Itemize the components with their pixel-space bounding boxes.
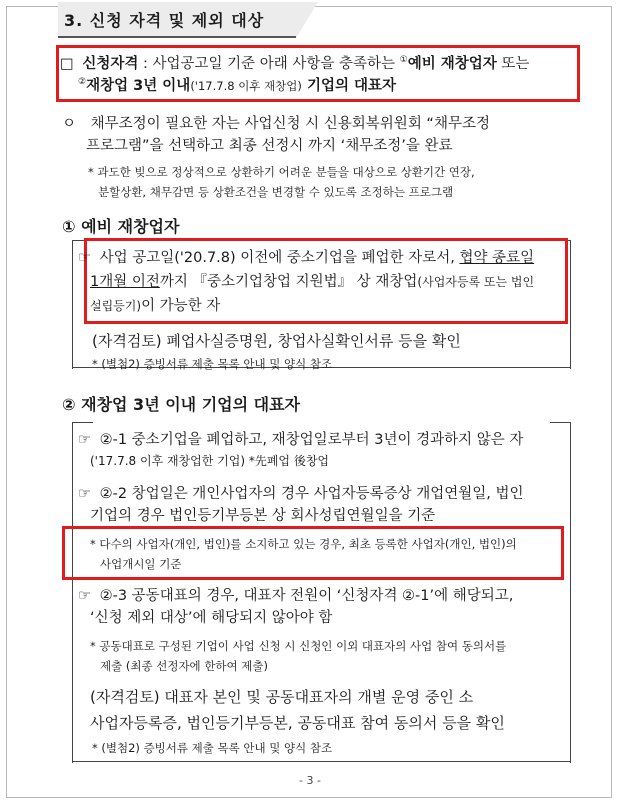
p3-note-1: * 공동대표로 구성된 기업이 사업 신청 시 신청인 이외 대표자의 사업 참여 동의서를 bbox=[90, 639, 507, 653]
mark-1: ① bbox=[399, 55, 408, 66]
p2-note-1: * 다수의 사업자(개인, 법인)를 소지하고 있는 경우, 최초 등록한 사업자(개인, 법인)의 bbox=[90, 537, 517, 551]
pointer-icon: ☞ bbox=[78, 486, 91, 502]
page-number: - 3 - bbox=[299, 774, 321, 787]
subheading-pre-restart: ① 예비 재창업자 bbox=[62, 217, 180, 236]
debt-bullet: ㅇ bbox=[62, 116, 77, 132]
p1-text-1: ②-1 중소기업을 폐업하고, 재창업일로부터 3년이 경과하지 않은 자 bbox=[99, 432, 524, 448]
pre-restart-text-1: 사업 공고일('20.7.8) 이전에 중소기업을 폐업한 자로서, bbox=[99, 250, 460, 266]
eligibility-restart-3yr: 재창업 3년 이내 bbox=[86, 78, 191, 94]
pointer-icon: ☞ bbox=[78, 588, 91, 604]
pre-restart-line-3 bbox=[90, 294, 220, 315]
eligibility-line-1 bbox=[60, 52, 529, 73]
eligibility-representative: 기업의 대표자 bbox=[301, 78, 397, 94]
subheading-restart-3yr: ② 재창업 3년 이내 기업의 대표자 bbox=[62, 395, 301, 414]
pre-restart-line-1 bbox=[78, 246, 534, 267]
pre-restart-deadline-b: 1개월 이전 bbox=[90, 274, 160, 290]
restart-check-2: 사업자등록증, 법인등기부등본, 공동대표 참여 동의서 등을 확인 bbox=[90, 714, 505, 732]
p3-line-2: ‘신청 제외 대상’에 해당되지 않아야 함 bbox=[90, 610, 333, 626]
p2-text-1: ②-2 창업일은 개인사업자의 경우 사업자등록증상 개업연월일, 법인 bbox=[99, 486, 524, 502]
p2-line-2: 기업의 경우 법인등기부등본 상 회사성립연월일을 기준 bbox=[90, 508, 436, 524]
debt-text-1: 채무조정이 필요한 자는 사업신청 시 신용회복위원회 “채무조정 bbox=[90, 116, 490, 132]
p2-line-1 bbox=[78, 482, 524, 503]
pre-restart-text-3: 이 가능한 자 bbox=[141, 298, 221, 314]
p3-text-1: ②-3 공동대표의 경우, 대표자 전원이 ‘신청자격 ②-1’에 해당되고, bbox=[99, 588, 514, 604]
frame-bottom-2 bbox=[72, 761, 570, 762]
pre-restart-line-2 bbox=[90, 270, 534, 291]
eligibility-text-a: : 사업공고일 기준 아래 사항을 충족하는 bbox=[138, 56, 400, 72]
pre-restart-text-2: 까지 『중소기업창업 지원법』 상 재창업 bbox=[159, 274, 418, 290]
debt-note-1: * 과도한 빚으로 정상적으로 상환하기 어려운 분들을 대상으로 상환기간 연장, bbox=[88, 165, 475, 179]
debt-line-2: 프로그램”을 선택하고 최종 선정시 까지 ‘채무조정’을 완료 bbox=[86, 138, 453, 154]
pre-restart-paren: (사업자등록 또는 법인 bbox=[417, 275, 535, 289]
debt-line-1 bbox=[62, 112, 490, 133]
p1-line-2: ('17.7.8 이후 재창업한 기업) *先폐업 後창업 bbox=[90, 454, 330, 468]
eligibility-restart-date: ('17.7.8 이후 재창업) bbox=[190, 79, 302, 93]
restart-note: * (별첨2) 증빙서류 제출 목록 안내 및 양식 참조 bbox=[92, 741, 333, 755]
pre-restart-deadline-a: 협약 종료일 bbox=[459, 250, 535, 266]
pre-restart-note: * (별첨2) 증빙서류 제출 목록 안내 및 양식 참조 bbox=[92, 357, 333, 371]
pre-restart-check: (자격검토) 폐업사실증명원, 창업사실확인서류 등을 확인 bbox=[92, 332, 461, 350]
section-title: 3. 신청 자격 및 제외 대상 bbox=[64, 11, 265, 30]
section-header bbox=[58, 2, 296, 38]
pointer-icon: ☞ bbox=[78, 250, 91, 266]
checkbox-glyph: □ bbox=[60, 56, 74, 72]
pointer-icon: ☞ bbox=[78, 432, 91, 448]
eligibility-line-2 bbox=[78, 74, 396, 95]
eligibility-or: 또는 bbox=[496, 56, 530, 72]
p3-note-2: 제출 (최종 선정자에 한하여 제출) bbox=[100, 659, 269, 673]
pre-restart-paren-2: 설립등기) bbox=[90, 299, 142, 313]
restart-check-1: (자격검토) 대표자 본인 및 공동대표자의 개별 운영 중인 소 bbox=[90, 688, 474, 706]
p3-line-1 bbox=[78, 584, 513, 605]
p1-line-1 bbox=[78, 428, 523, 449]
eligibility-label: 신청자격 bbox=[82, 56, 139, 72]
eligibility-pre-restart: 예비 재창업자 bbox=[407, 56, 497, 72]
frame-right-2 bbox=[550, 422, 571, 763]
p2-note-2: 사업개시일 기준 bbox=[100, 557, 182, 571]
mark-2: ② bbox=[78, 77, 87, 88]
debt-note-2: 분할상환, 채무감면 등 상환조건을 변경할 수 있도록 조정하는 프로그램 bbox=[98, 185, 454, 199]
